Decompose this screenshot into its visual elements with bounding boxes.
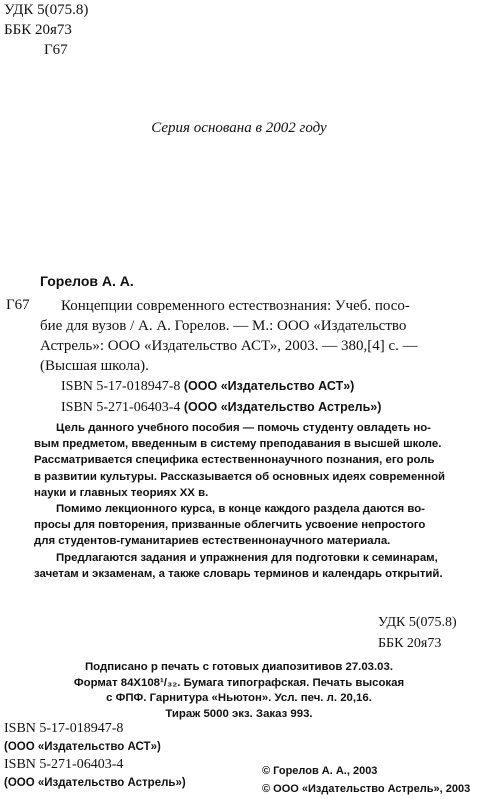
abstract-line: в развитии культуры. Рассказывается об основных идеях современной [34,470,446,483]
copyright-block [262,762,470,798]
abstract-line: науки и главных теориях XX в. [34,486,209,499]
abstract-line: Рассматривается специфика естественнонаучного познания, его роль [34,454,435,467]
isbn-number: ISBN 5-271-06403-4 [4,757,124,772]
isbn-number: ISBN 5-17-018947-8 [4,721,124,736]
isbn-publisher: (ООО «Издательство Астрель») [4,777,186,789]
imprint-line: Тираж 5000 экз. Заказ 993. [165,707,313,720]
author-mark: Г67 [44,42,68,58]
bib-line: (Высшая школа). [40,358,149,374]
isbn-publisher: (ООО «Издательство АСТ») [183,379,355,393]
abstract-line: Цель данного учебного пособия — помочь студенту овладеть но- [56,422,431,434]
isbn-number: ISBN 5-271-06403-4 [61,400,181,415]
copyright-line: © Горелов А. А., 2003 [262,765,378,777]
bbk-code: ББК 20я73 [4,22,72,38]
bib-line: Концепции современного естествознания: Учеб. посо- [61,298,410,314]
imprint-line: с ФПФ. Гарнитура «Ньютон». Усл. печ. л. 20,16. [106,692,372,704]
copyright-line: © ООО «Издательство Астрель», 2003 [262,783,471,795]
bib-line: бие для вузов / А. А. Горелов. — М.: ООО «Издательство [40,318,407,334]
abstract-line: Помимо лекционного курса, в конце каждого раздела даются во- [56,503,425,516]
isbn-publisher: (ООО «Издательство АСТ») [4,741,161,753]
abstract-line: вым предметом, введенным в систему преподавания в высшей школе. [34,438,442,451]
udk-code: УДК 5(075.8) [378,615,457,630]
author-heading: Горелов А. А. [40,273,134,289]
classification-codes-top [4,0,88,60]
isbn-publisher: (ООО «Издательство Астрель») [183,400,382,414]
isbn-block-bottom [4,720,186,792]
bib-line: Астрель»: ООО «Издательство АСТ», 2003. — 380,[4] с. — [40,338,418,354]
abstract-line: зачетам и экзаменам, а также словарь терминов и календарь открытий. [34,567,443,580]
imprint-line: Подписано р печать с готовых диапозитивов 27.03.03. [84,661,394,673]
abstract [34,420,468,582]
bib-code: Г67 [6,297,30,313]
isbn-row [61,376,381,397]
udk-code: УДК 5(075.8) [4,2,89,18]
abstract-line: просы для повторения, призванные облегчить усвоение непростого [34,519,426,532]
imprint-block [0,660,478,722]
imprint-line: Формат 84X108¹/₃₂. Бумага типографская. Печать высокая [73,676,405,689]
isbn-block-main [61,376,381,418]
abstract-line: для студентов-гуманитариев естественнонаучного материала. [34,535,391,548]
isbn-number: ISBN 5-17-018947-8 [61,379,181,394]
isbn-row [61,397,381,418]
bibliographic-description [40,296,472,376]
classification-codes-bottom [378,612,457,654]
abstract-line: Предлагаются задания и упражнения для подготовки к семинарам, [56,551,438,564]
series-note: Серия основана в 2002 году [151,120,327,136]
bbk-code: ББК 20я73 [378,636,442,651]
